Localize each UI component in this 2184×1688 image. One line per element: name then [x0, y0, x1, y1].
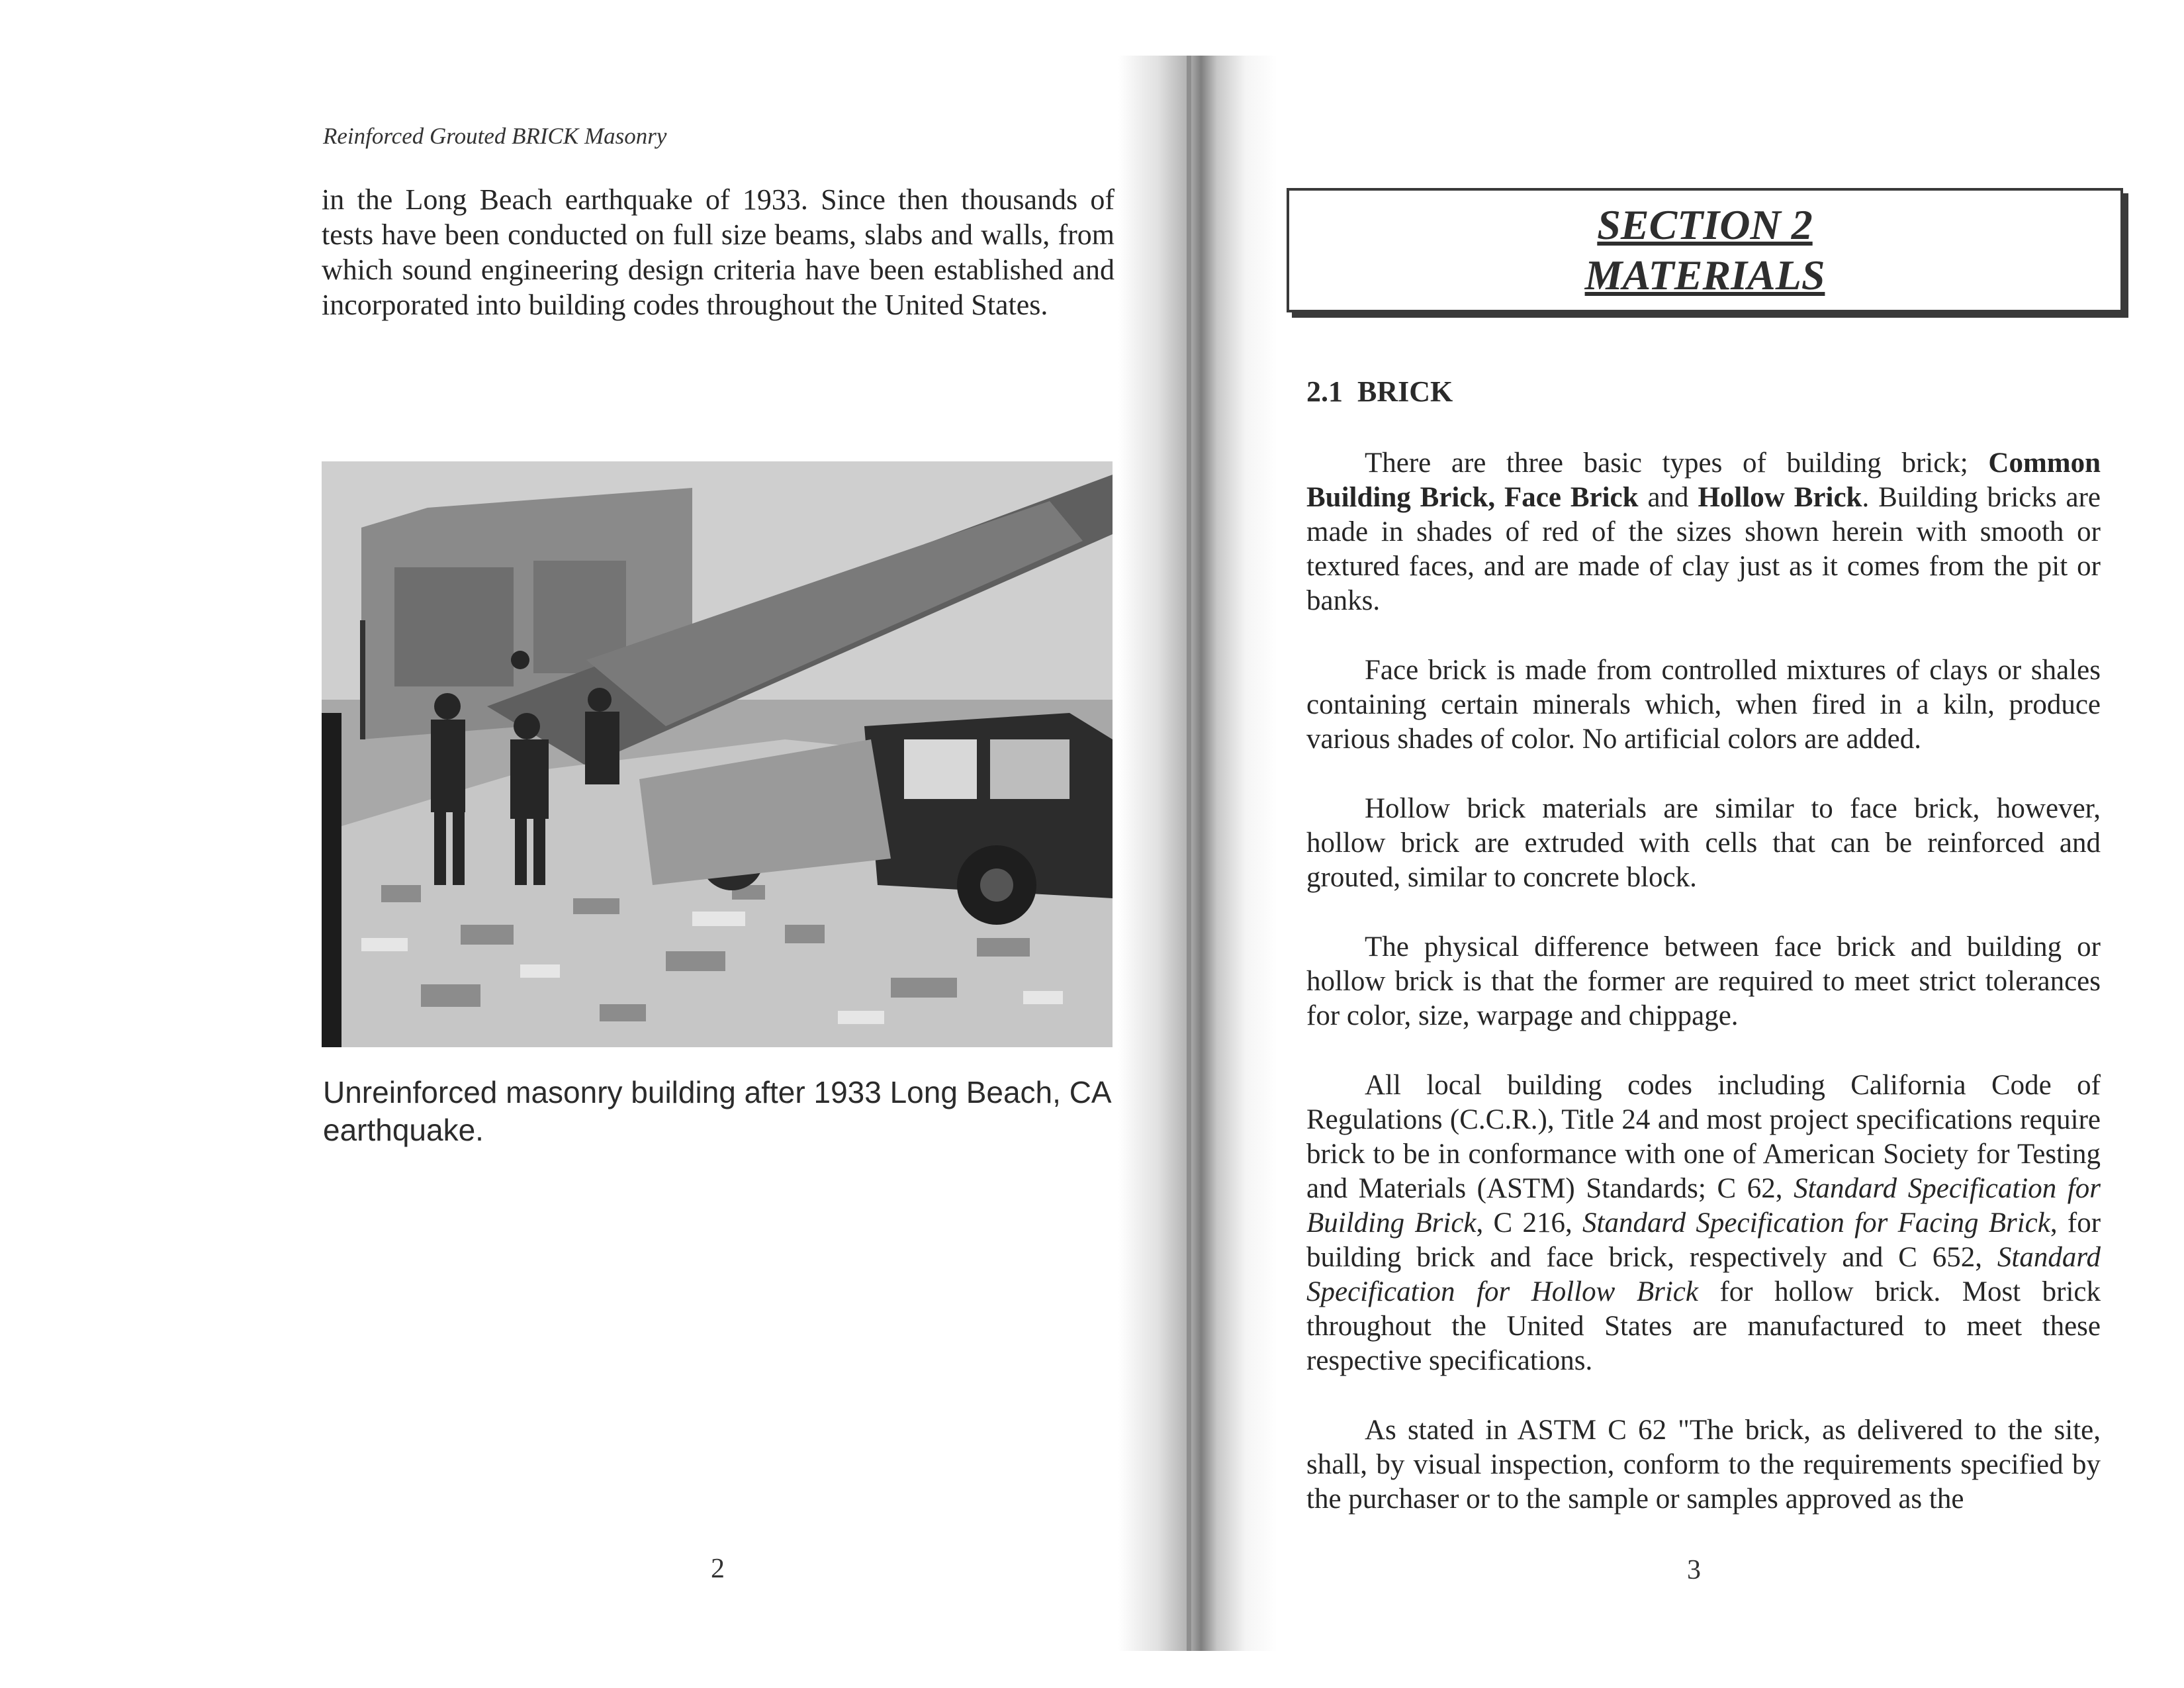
section-title: SECTION 2 [1597, 201, 1813, 248]
bold-term: Hollow Brick [1698, 482, 1862, 513]
binding-line [1187, 56, 1191, 1651]
right-page-body [1306, 446, 2101, 1552]
bold-term: Common Building Brick, Face Brick [1306, 447, 2101, 513]
running-header: Reinforced Grouted BRICK Masonry [323, 123, 667, 149]
paragraph-codes [1306, 1068, 2101, 1378]
page-gutter [1118, 56, 1277, 1651]
paragraph-brick-types [1306, 446, 2101, 618]
paragraph-hollow-brick: Hollow brick materials are similar to face brick, however, hollow brick are extruded with cells that can be reinforced and grouted, similar to concrete block. [1306, 793, 2101, 893]
subsection-heading [1306, 375, 1453, 408]
photo-caption: Unreinforced masonry building after 1933 Long Beach, CA earthquake. [323, 1075, 1111, 1147]
italic-title: Standard Specification for Building Brick [1306, 1173, 2101, 1239]
paragraph-physical-difference: The physical difference between face brick and building or hollow brick is that the former are required to meet strict tolerances for color, size, warpage and chippage. [1306, 931, 2101, 1031]
earthquake-photo [322, 461, 1113, 1047]
page-number-left: 2 [711, 1554, 725, 1584]
page-number-right: 3 [1687, 1555, 1701, 1585]
section-heading-box [1287, 188, 2123, 312]
subsection-number: 2.1 [1306, 375, 1343, 408]
subsection-title: BRICK [1357, 375, 1453, 408]
italic-title: Standard Specification for Facing Brick [1582, 1207, 2050, 1239]
paragraph-face-brick: Face brick is made from controlled mixtures of clays or shales containing certain minerals which, when fired in a kiln, produce various shades of color. No artificial colors are added. [1306, 655, 2101, 755]
section-subtitle: MATERIALS [1584, 252, 1825, 299]
text-run: All local building codes including California Code of Regulations (C.C.R.), Title 24 and most project specifications require brick to be in conformance with one of American Society for Testing and Materials (ASTM) Standards; C 62, [1306, 1070, 2101, 1204]
text-run: for hollow brick. Most brick throughout the United States are manufactured to meet these respective specifications. [1306, 1276, 2101, 1376]
paragraph-astm-c62: As stated in ASTM C 62 "The brick, as delivered to the site, shall, by visual inspection, conform to the requirements specified by the purchaser or to the sample or samples approved as the [1306, 1415, 2101, 1515]
text-run: There are three basic types of building brick; [1365, 447, 1989, 479]
italic-title: Standard Specification for Hollow Brick [1306, 1242, 2101, 1307]
text-run: , C 216, [1476, 1207, 1583, 1239]
text-run: . Building bricks are made in shades of red of the sizes shown herein with smooth or textured faces, and are made of clay just as it comes from the pit or banks. [1306, 482, 2101, 616]
text-run: and [1638, 482, 1698, 513]
text-run: , for building brick and face brick, respectively and C 652, [1306, 1207, 2101, 1273]
left-paragraph: in the Long Beach earthquake of 1933. Since then thousands of tests have been conducted on full size beams, slabs and walls, from which sound engineering design criteria have been established and incorporated into building codes throughout the United States. [322, 183, 1115, 321]
